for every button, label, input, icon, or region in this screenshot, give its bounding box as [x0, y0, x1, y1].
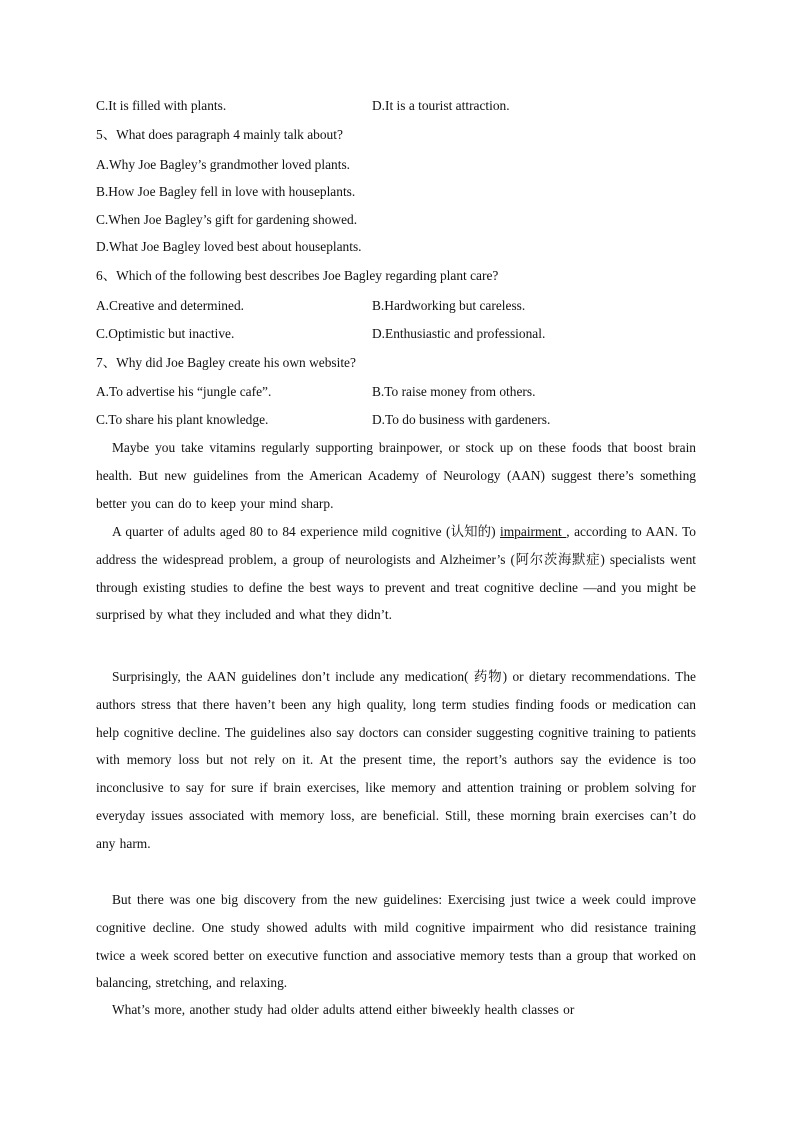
passage-paragraph-4: But there was one big discovery from the new guidelines: Exercising just twice a week could improve cognitive decline. One study showed adults with mild cognitive impairment who did resistance training twice a week scored better on executive function and associative memory tests than a group that worked on balancing, stretching, and relaxing. [96, 892, 696, 991]
q6-option-d: D.Enthusiastic and professional. [372, 326, 546, 341]
p2-text-after: , according to AAN. To address the widespread problem, a group of neurologists and Alzheimer’s (阿尔茨海默症) specialists went through existing studies to define the best ways to prevent and treat cognitive decline —and you might be surprised by what they included and what they didn’t. [96, 524, 696, 623]
q5-option-b: B.How Joe Bagley fell in love with houseplants. [96, 184, 356, 199]
passage-paragraph-2 [96, 518, 696, 629]
q4-option-c: C.It is filled with plants. [96, 98, 227, 113]
passage-paragraph-1: Maybe you take vitamins regularly supporting brainpower, or stock up on these foods that boost brain health. But new guidelines from the American Academy of Neurology (AAN) suggest there’s something better you can do to keep your mind sharp. [96, 440, 696, 511]
q7-option-d: D.To do business with gardeners. [372, 412, 551, 427]
q4-option-d: D.It is a tourist attraction. [372, 98, 510, 113]
q5-option-a: A.Why Joe Bagley’s grandmother loved plants. [96, 157, 350, 172]
q7-option-a: A.To advertise his “jungle cafe”. [96, 384, 272, 399]
q7-question: 7、Why did Joe Bagley create his own website? [96, 355, 356, 370]
p2-text-before: A quarter of adults aged 80 to 84 experience mild cognitive (认知的) [112, 524, 501, 539]
passage-paragraph-3: Surprisingly, the AAN guidelines don’t include any medication( 药物) or dietary recommendations. The authors stress that there haven’t been any high quality, long term studies finding foods or medication can help cognitive decline. The guidelines also say doctors can consider suggesting cognitive training to patients with memory loss but not rely on it. At the present time, the report’s authors say the evidence is too inconclusive to say for sure if brain exercises, like memory and attention training or problem solving for everyday issues associated with memory loss, are beneficial. Still, these morning brain exercises can’t do any harm. [96, 669, 696, 851]
q5-option-c: C.When Joe Bagley’s gift for gardening showed. [96, 212, 358, 227]
q6-option-c: C.Optimistic but inactive. [96, 326, 235, 341]
q6-question: 6、Which of the following best describes Joe Bagley regarding plant care? [96, 268, 499, 283]
q6-option-b: B.Hardworking but careless. [372, 298, 526, 313]
underlined-word-impairment: impairment [500, 524, 567, 539]
q7-option-c: C.To share his plant knowledge. [96, 412, 269, 427]
passage-paragraph-5: What’s more, another study had older adults attend either biweekly health classes or [112, 1002, 575, 1017]
q7-option-b: B.To raise money from others. [372, 384, 536, 399]
q5-option-d: D.What Joe Bagley loved best about houseplants. [96, 239, 362, 254]
q6-option-a: A.Creative and determined. [96, 298, 244, 313]
q5-question: 5、What does paragraph 4 mainly talk about? [96, 127, 343, 142]
